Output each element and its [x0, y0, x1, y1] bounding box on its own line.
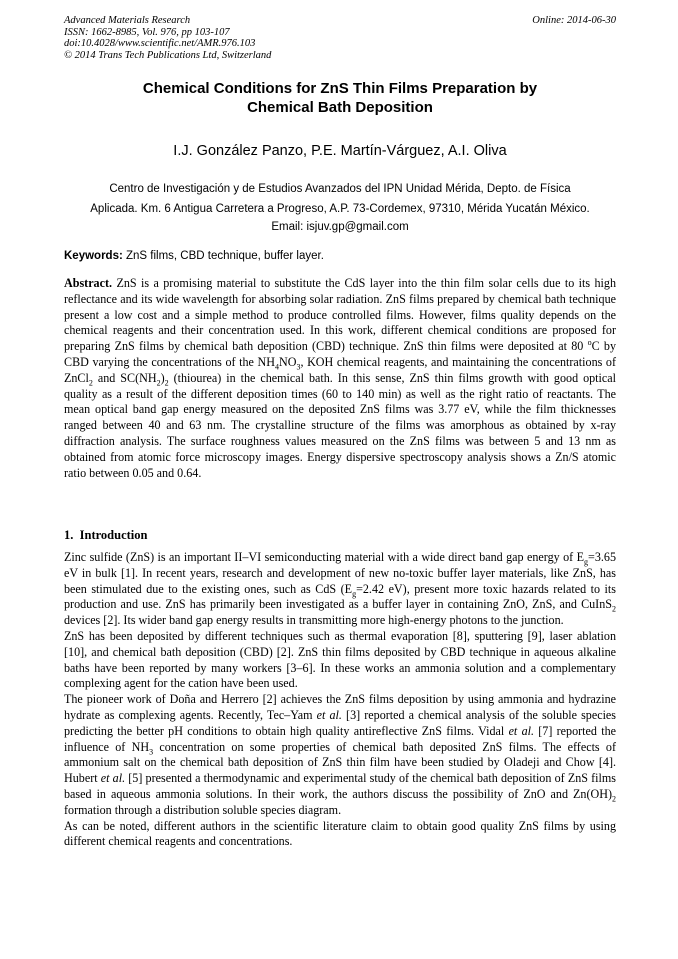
doi-line: doi:10.4028/www.scientific.net/AMR.976.103 — [64, 38, 256, 50]
abstract — [64, 276, 616, 481]
subscript: 2 — [612, 794, 616, 804]
et-al: et al. — [316, 707, 342, 722]
degree-superscript: o — [587, 338, 592, 348]
subscript: 4 — [274, 362, 279, 372]
section-title: Introduction — [79, 528, 148, 542]
online-date: Online: 2014-06-30 — [532, 15, 616, 26]
abstract-text: ZnS is a promising material to substitute the CdS layer into the thin film solar cells due to its high reflectance and its wide wavelength for absorbing solar radiation. ZnS films prepared by chemical bath technique present a low cost and a simple method to produce controlled films. However, films quality depends on the chemical reagents and their concentration used. In this work, different chemical conditions are proposed for preparing ZnS films by chemical bath deposition (CBD) technique. ZnS thin films were deposited at 80 — [64, 276, 616, 354]
paragraph-text: Zinc sulfide (ZnS) is an important II–VI semiconducting material with a wide direct band gap energy of E — [64, 550, 584, 564]
paragraph-text: [3] reported a chemical analysis of the soluble species predicting the better pH conditions to obtain high quality antireflective ZnS films. Vidal — [64, 707, 617, 738]
subscript: 3 — [296, 362, 301, 372]
subscript: 2 — [88, 378, 93, 388]
paragraph-text: The pioneer work of Doña and Herrero [2] achieves the ZnS films deposition by using ammonia and hydrazine hydrate as complexing agents. Recently, Tec–Yam — [64, 692, 616, 722]
abstract-text: ) — [160, 370, 165, 385]
subscript: g — [584, 557, 588, 567]
keywords-label: Keywords: — [64, 250, 123, 262]
introduction-body — [64, 550, 616, 850]
copyright-line: © 2014 Trans Tech Publications Ltd, Switzerland — [64, 49, 272, 61]
abstract-text: NO — [278, 354, 297, 369]
affiliation-line-1: Centro de Investigación y de Estudios Avanzados del IPN Unidad Mérida, Depto. de Física — [109, 183, 571, 195]
affiliation — [64, 180, 616, 219]
paragraph-text: =3.65 eV in bulk [1]. In recent years, research and development of new no-toxic buffer layer materials, like ZnS, has been stimulated due to the existing ones, such as CdS (E — [64, 550, 616, 596]
paragraph-text: =2.42 eV), present more toxic hazards related to its production and use. ZnS has primarily been investigated as a buffer layer in containing ZnO, ZnS, and CuInS — [64, 581, 616, 612]
section-heading-introduction — [64, 528, 616, 543]
abstract-label: Abstract. — [64, 276, 113, 290]
paragraph-text: [7] reported the influence of NH — [64, 723, 616, 754]
et-al: et al. — [100, 771, 126, 786]
intro-paragraph-3 — [64, 692, 616, 818]
issn-line: ISSN: 1662-8985, Vol. 976, pp 103-107 — [64, 26, 230, 38]
paper-title — [64, 80, 616, 117]
subscript: 2 — [164, 378, 169, 388]
journal-name: Advanced Materials Research — [64, 15, 191, 26]
author-email: Email: isjuv.gp@gmail.com — [271, 221, 409, 233]
author-list: I.J. González Panzo, P.E. Martín-Várguez, A.I. Oliva — [173, 143, 507, 159]
abstract-text: , KOH chemical reagents, and maintaining the concentrations of ZnCl — [64, 354, 616, 385]
abstract-text: and SC(NH — [92, 370, 157, 385]
paragraph-text: [5] presented a thermodynamic and experimental study of the chemical bath deposition of ZnS films based in aqueous ammonia solutions. In their work, the authors discuss the possibility of ZnO and Zn(OH) — [64, 771, 617, 801]
paragraph-text: formation through a distribution soluble species diagram. — [64, 802, 342, 817]
subscript: 2 — [156, 378, 161, 388]
abstract-text: (thiourea) in the chemical bath. In this sense, ZnS thin films growth with good optical quality as a result of the different deposition times (60 to 140 min) as well as the right ratio of reactants. The mean optical band gap energy measured on the deposited ZnS films was 3.77 eV, while the film thicknesses ranged between 40 and 63 nm. The crystalline structure of the films was amorphous as obtained by x-ray diffraction analysis. The surface roughness values measured on the ZnS films was between 5 and 13 nm as obtained from atomic force microscopy images. Energy dispersive spectroscopy analysis shows a Zn/S atomic ratio between 0.05 and 0.64. — [64, 370, 616, 480]
paragraph-text: devices [2]. Its wider band gap energy results in transmitting more high-energy photons to the junction. — [64, 613, 564, 628]
section-number: 1. — [64, 528, 74, 542]
intro-paragraph-1 — [64, 550, 616, 629]
intro-paragraph-2: ZnS has been deposited by different techniques such as thermal evaporation [8], sputtering [9], laser ablation [10], and chemical bath deposition (CBD) [2]. ZnS thin films deposited by CBD technique in aqueous alkaline baths have been reported by many workers [3–6]. In these works an ammonia solution and a complementary complexing agent for the cation have been used. — [64, 628, 616, 691]
title-line-1: Chemical Conditions for ZnS Thin Films Preparation by — [142, 80, 538, 97]
journal-header — [64, 15, 616, 61]
title-line-2: Chemical Bath Deposition — [247, 98, 433, 116]
keywords-text: ZnS films, CBD technique, buffer layer. — [122, 250, 324, 262]
paragraph-text: concentration on some properties of chemical bath deposited ZnS films. The effects of ammonium salt on the chemical bath deposition of ZnS thin film have been studied by Oladeji and Chow [4]. Hubert — [64, 739, 616, 786]
keywords — [64, 249, 616, 263]
intro-paragraph-4: As can be noted, different authors in the scientific literature claim to obtain good quality ZnS films by using different chemical reagents and concentrations. — [64, 818, 616, 849]
abstract-text: C by CBD varying the concentrations of the NH — [64, 339, 617, 369]
et-al: et al. — [508, 723, 534, 738]
affiliation-line-2: Aplicada. Km. 6 Antigua Carretera a Progreso, A.P. 73-Cordemex, 97310, Mérida Yucatán México. — [90, 202, 590, 215]
subscript: 2 — [612, 604, 616, 614]
subscript: g — [352, 589, 357, 598]
subscript: 3 — [149, 746, 154, 756]
